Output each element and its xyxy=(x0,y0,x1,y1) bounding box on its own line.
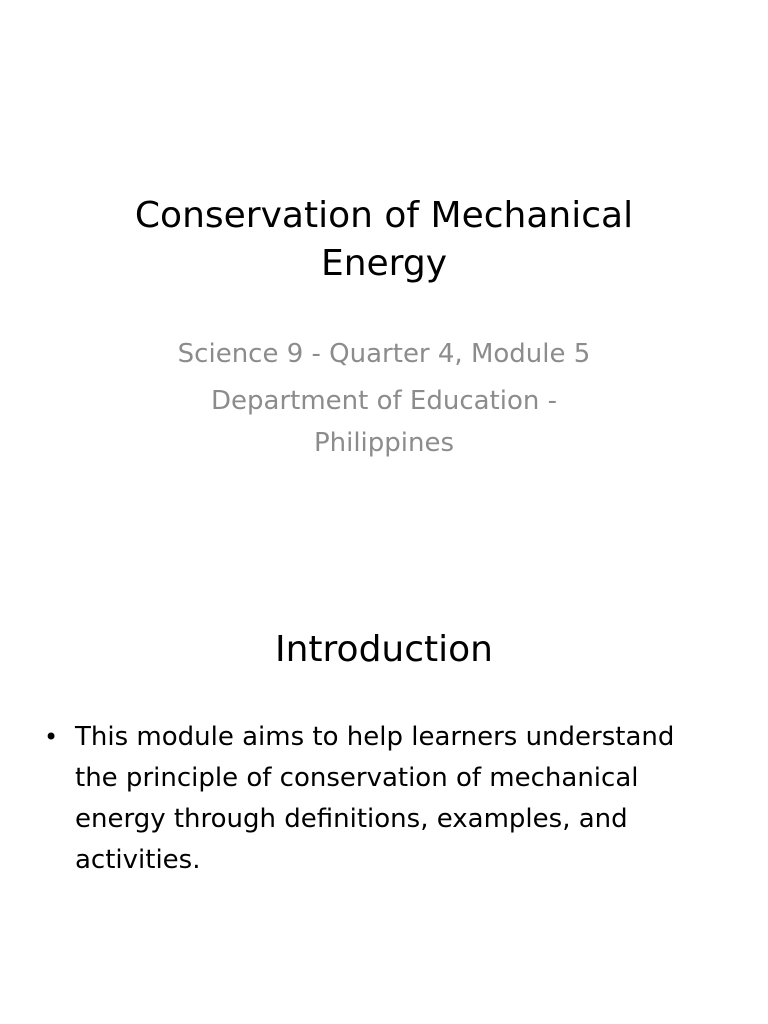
subtitle-publisher-line: Department of Education - xyxy=(210,386,557,416)
document-subtitle xyxy=(110,334,658,464)
subtitle-publisher xyxy=(110,380,658,464)
bullet-text-line: This module aims to help learners understand xyxy=(75,722,675,752)
subtitle-course: Science 9 - Quarter 4, Module 5 xyxy=(177,339,591,369)
bullet-icon: • xyxy=(44,723,59,751)
document-title xyxy=(60,192,708,288)
bullet-text-line: activities. xyxy=(75,845,201,875)
document-title-line: Conservation of Mechanical xyxy=(134,195,634,236)
bullet-text-line: the principle of conservation of mechanical xyxy=(75,763,639,793)
bullet-text-line: energy through definitions, examples, and xyxy=(75,804,628,834)
bullet-list xyxy=(38,717,718,881)
bullet-item xyxy=(38,717,718,881)
document-title-line: Energy xyxy=(320,243,448,284)
introduction-slide xyxy=(0,512,768,1024)
subtitle-publisher-line: Philippines xyxy=(313,428,455,458)
section-heading: Introduction xyxy=(274,629,493,670)
